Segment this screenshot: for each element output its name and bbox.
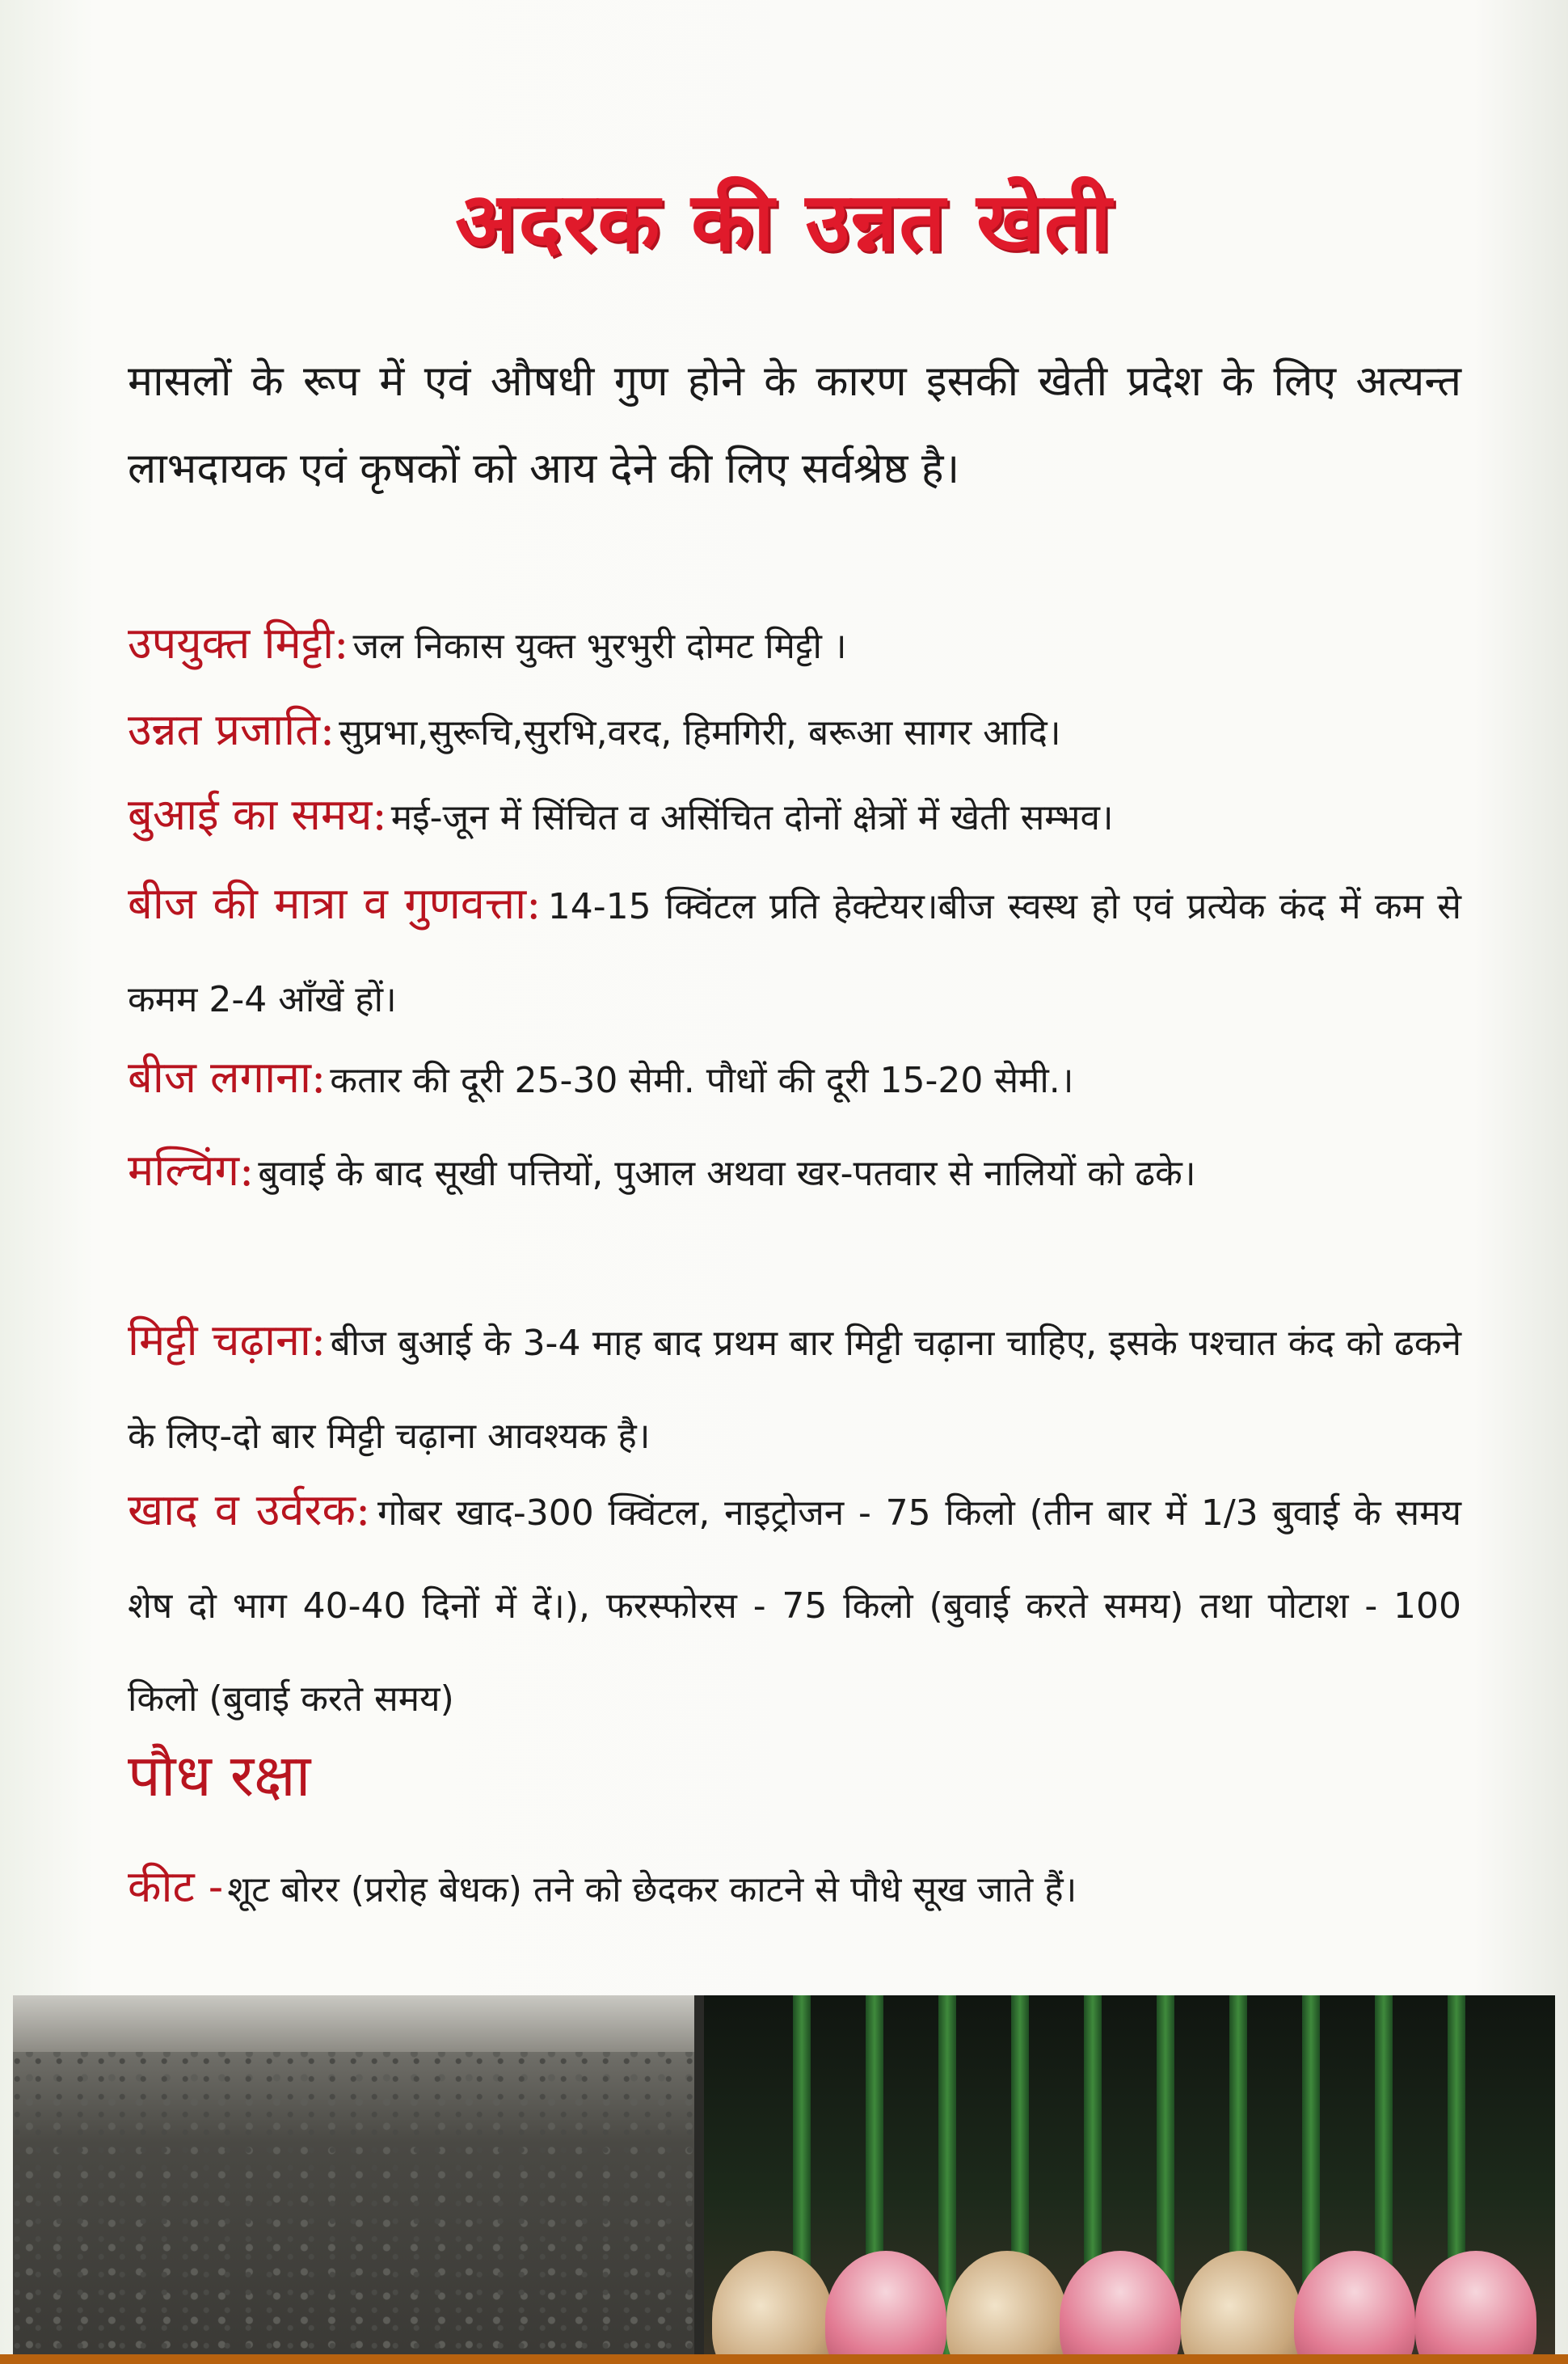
item-text: जल निकास युक्त भुरभुरी दोमट मिट्टी । [352, 626, 847, 667]
item-soil [128, 605, 1461, 693]
page-bottom-edge [0, 2354, 1568, 2364]
item-text: कतार की दूरी 25-30 सेमी. पौधों की दूरी 15-20 सेमी.। [330, 1060, 1074, 1101]
item-label: कीट - [128, 1861, 224, 1912]
ginger-rhizome [825, 2251, 946, 2364]
item-label: बुआई का समय: [128, 789, 387, 840]
ginger-rhizome [712, 2251, 833, 2364]
item-seed-planting [128, 1039, 1461, 1127]
item-pests [128, 1848, 1461, 1936]
section-heading-plant-protection: पौध रक्षा [128, 1741, 311, 1809]
item-varieties [128, 691, 1461, 779]
item-text: सुप्रभा,सुरूचि,सुरभि,वरद, हिमगिरी, बरूआ सागर आदि। [339, 712, 1061, 754]
intro-paragraph: मासलों के रूप में एवं औषधी गुण होने के कारण इसकी खेती प्रदेश के लिए अत्यन्त लाभदायक एवं कृषकों को आय देने की लिए सर्वश्रेष्ठ है। [128, 357, 1461, 493]
item-mulching [128, 1128, 1461, 1224]
page-title: अदरक की उन्नत खेती [455, 175, 1113, 269]
item-text: शूट बोरर (प्ररोह बेधक) तने को छेदकर काटने से पौधे सूख जाते हैं। [227, 1869, 1077, 1910]
ginger-rhizome [946, 2251, 1068, 2364]
item-label: खाद व उर्वरक: [128, 1484, 371, 1535]
item-seed-quantity [128, 861, 1461, 1050]
item-label: मिट्टी चढ़ाना: [128, 1315, 327, 1366]
item-label: बीज लगाना: [128, 1052, 327, 1103]
field-photo [13, 1995, 694, 2364]
item-label: मल्चिंग: [128, 1145, 255, 1196]
item-sowing-time [128, 776, 1461, 864]
ginger-plant-photo [704, 1995, 1555, 2364]
ginger-rhizome [1181, 2251, 1302, 2364]
ginger-rhizome [1415, 2251, 1536, 2364]
item-text: 14-15 क्विंटल प्रति हेक्टेयर।बीज स्वस्थ हो एवं प्रत्येक कंद में कम से कमम 2-4 आँखें हों। [128, 886, 1461, 1020]
item-label: उपयुक्त मिट्टी: [128, 618, 349, 669]
field-photo-sky [13, 1995, 694, 2052]
item-text: बुवाई के बाद सूखी पत्तियों, पुआल अथवा खर-पतवार से नालियों को ढके। [258, 1153, 1196, 1194]
item-text: मई-जून में सिंचित व असिंचित दोनों क्षेत्रों में खेती सम्भव। [390, 797, 1114, 838]
item-text: गोबर खाद-300 क्विंटल, नाइट्रोजन - 75 किलो (तीन बार में 1/3 बुवाई के समय शेष दो भाग 40-40 दिनों में दें।), फरस्फोरस - 75 किलो (बुवाई करते समय) तथा पोटाश - 100 किलो (बुवाई करते समय) [128, 1492, 1461, 1720]
item-text: बीज बुआई के 3-4 माह बाद प्रथम बार मिट्टी चढ़ाना चाहिए, इसके पश्चात कंद को ढकने के लिए-दो बार मिट्टी चढ़ाना आवश्यक है। [128, 1323, 1461, 1457]
photo-strip [13, 1995, 1555, 2364]
item-label: उन्नत प्रजाति: [128, 704, 335, 755]
item-fertilizer [128, 1467, 1461, 1750]
item-earthing-up [128, 1298, 1461, 1487]
item-label: बीज की मात्रा व गुणवत्ता: [128, 878, 542, 929]
